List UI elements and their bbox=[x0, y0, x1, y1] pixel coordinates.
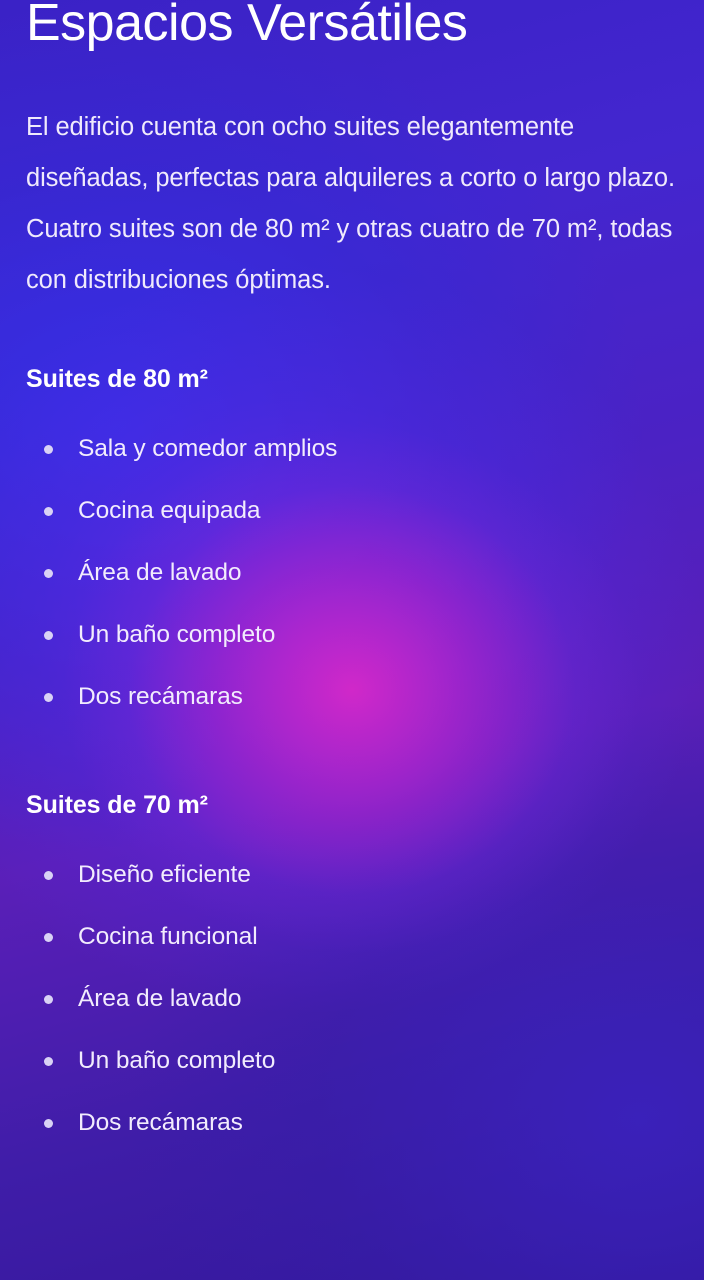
section-heading-suites-80: Suites de 80 m² bbox=[26, 365, 208, 393]
bullet-icon bbox=[44, 995, 53, 1004]
list-item-label: Dos recámaras bbox=[78, 1109, 243, 1136]
list-item-label: Cocina funcional bbox=[78, 923, 258, 950]
list-item bbox=[26, 968, 678, 1030]
list-item bbox=[26, 604, 678, 666]
list-item bbox=[26, 542, 678, 604]
list-item bbox=[26, 480, 678, 542]
bullet-icon bbox=[44, 569, 53, 578]
list-item-label: Diseño eficiente bbox=[78, 861, 251, 888]
list-item-label: Dos recámaras bbox=[78, 683, 243, 710]
bullet-icon bbox=[44, 631, 53, 640]
list-item bbox=[26, 418, 678, 480]
bullet-icon bbox=[44, 871, 53, 880]
page-title: Espacios Versátiles bbox=[26, 0, 468, 52]
bullet-icon bbox=[44, 1119, 53, 1128]
list-item-label: Un baño completo bbox=[78, 1047, 276, 1074]
list-item bbox=[26, 844, 678, 906]
bullet-icon bbox=[44, 507, 53, 516]
bullet-icon bbox=[44, 1057, 53, 1066]
feature-list-suites-80 bbox=[26, 418, 678, 728]
bullet-icon bbox=[44, 693, 53, 702]
list-item bbox=[26, 1092, 678, 1154]
list-item bbox=[26, 1030, 678, 1092]
list-item-label: Área de lavado bbox=[78, 985, 242, 1012]
list-item bbox=[26, 906, 678, 968]
bullet-icon bbox=[44, 445, 53, 454]
list-item-label: Área de lavado bbox=[78, 559, 242, 586]
list-item bbox=[26, 666, 678, 728]
bullet-icon bbox=[44, 933, 53, 942]
section-heading-suites-70: Suites de 70 m² bbox=[26, 791, 208, 819]
feature-list-suites-70 bbox=[26, 844, 678, 1154]
intro-paragraph: El edificio cuenta con ocho suites elegantemente diseñadas, perfectas para alquileres a corto o largo plazo. Cuatro suites son de 80 m² y otras cuatro de 70 m², todas con distribuciones óptimas. bbox=[26, 113, 675, 294]
list-item-label: Sala y comedor amplios bbox=[78, 435, 338, 462]
list-item-label: Un baño completo bbox=[78, 621, 276, 648]
list-item-label: Cocina equipada bbox=[78, 497, 261, 524]
